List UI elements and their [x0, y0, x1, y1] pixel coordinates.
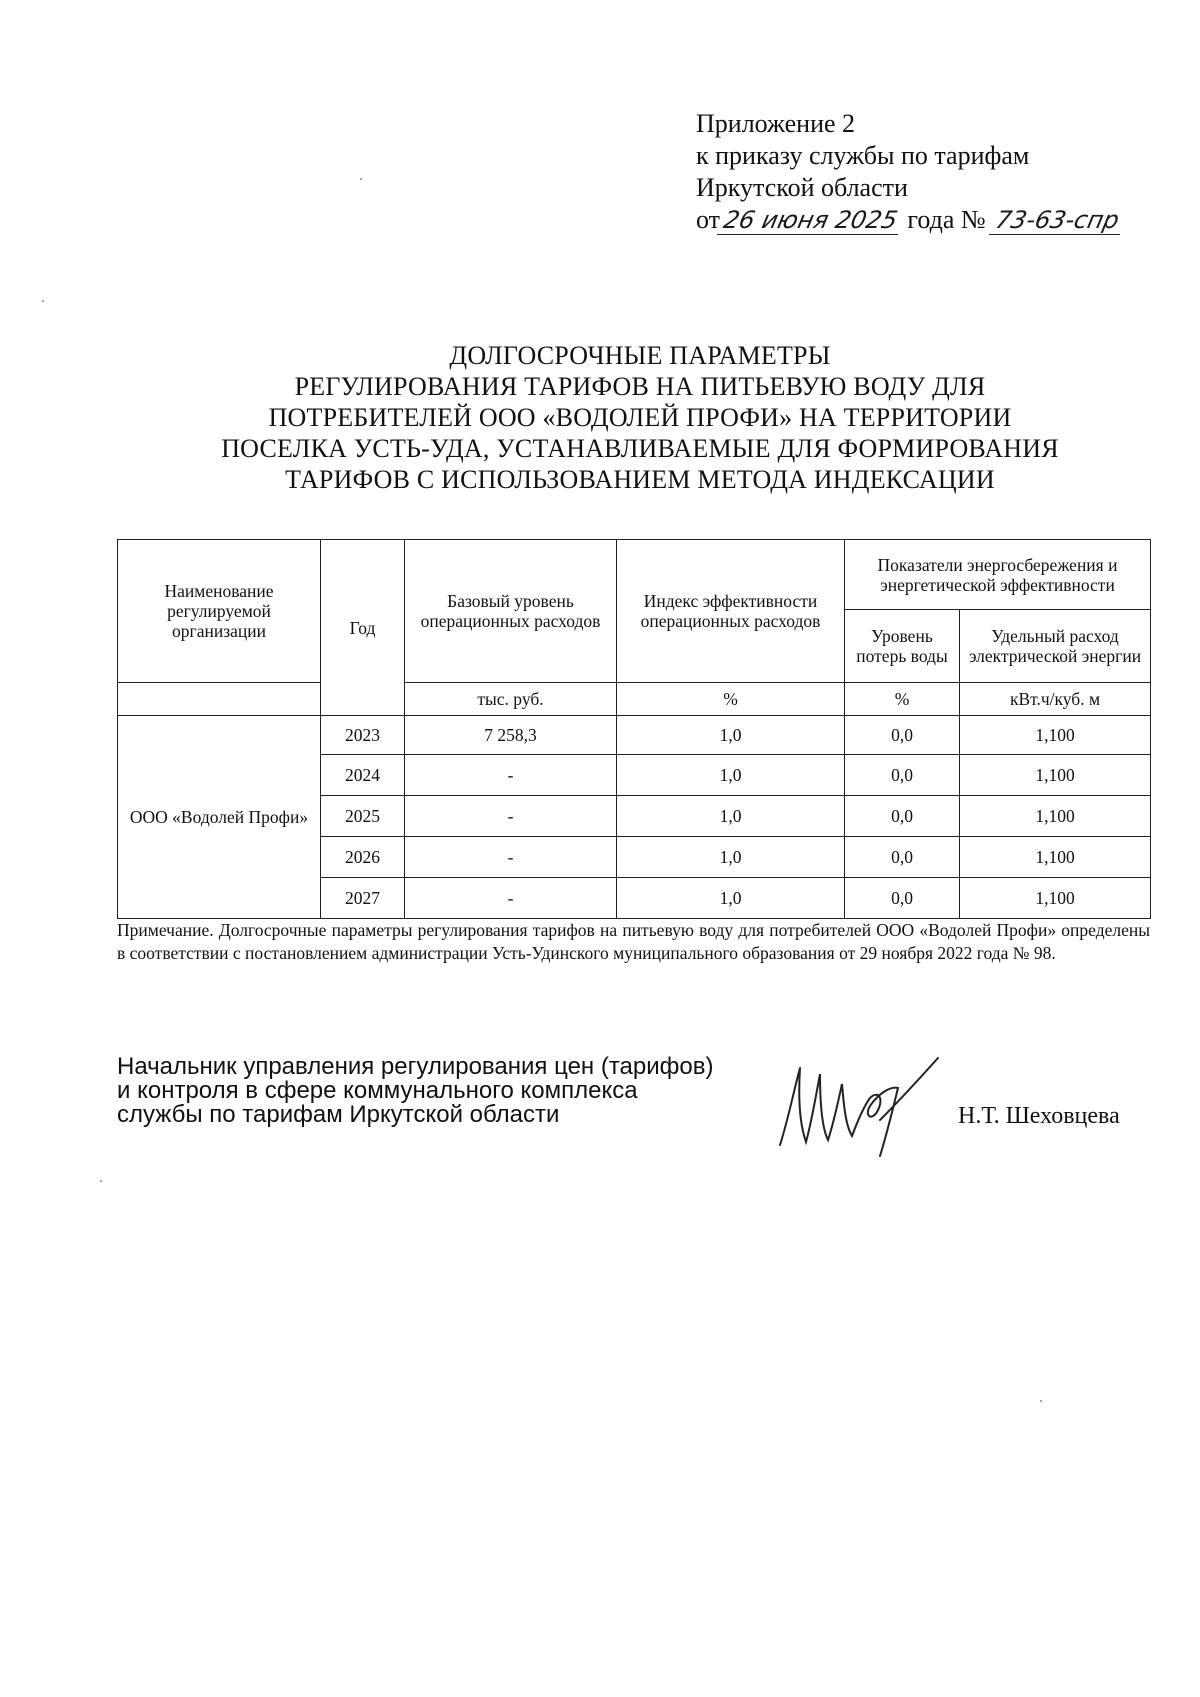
signatory-line-1: Начальник управления регулирования цен (тарифов) [117, 1053, 714, 1080]
appendix-line-2: к приказу службы по тарифам [696, 141, 1030, 170]
cell-specific: 1,100 [960, 755, 1151, 796]
unit-loss: % [845, 683, 960, 716]
cell-loss: 0,0 [845, 837, 960, 878]
units-org-blank [118, 683, 321, 716]
cell-year: 2023 [321, 716, 405, 755]
header-org: Наименование регулируемой организации [118, 540, 321, 683]
parameters-table [117, 539, 1151, 919]
cell-index: 1,0 [617, 716, 845, 755]
cell-index: 1,0 [617, 796, 845, 837]
title-line-4: ПОСЕЛКА УСТЬ-УДА, УСТАНАВЛИВАЕМЫЕ ДЛЯ ФОРМИРОВАНИЯ [221, 434, 1059, 463]
cell-specific: 1,100 [960, 837, 1151, 878]
cell-index: 1,0 [617, 878, 845, 919]
cell-year: 2026 [321, 837, 405, 878]
document-title [200, 340, 1080, 495]
appendix-line-3: Иркутской области [696, 173, 908, 202]
cell-year: 2025 [321, 796, 405, 837]
table-note: Примечание. Долгосрочные параметры регулирования тарифов на питьевую воду для потребителей ООО «Водолей Профи» определены в соответствии с постановлением администрации Усть-Удинского муниципального образования от 29 ноября 2022 года № 98. [117, 920, 1150, 963]
cell-base: - [405, 837, 617, 878]
cell-year: 2024 [321, 755, 405, 796]
handwritten-signature-icon [760, 1050, 950, 1160]
header-base: Базовый уровень операционных расходов [405, 540, 617, 683]
handwritten-date: 26 июня 2025 [717, 206, 904, 235]
cell-specific: 1,100 [960, 796, 1151, 837]
appendix-line-1: Приложение 2 [696, 109, 856, 138]
header-specific: Удельный расход электрической энергии [960, 610, 1151, 683]
header-loss: Уровень потерь воды [845, 610, 960, 683]
signatory-name: Н.Т. Шеховцева [958, 1103, 1120, 1129]
cell-base: - [405, 878, 617, 919]
title-line-3: ПОТРЕБИТЕЛЕЙ ООО «ВОДОЛЕЙ ПРОФИ» НА ТЕРРИТОРИИ [268, 403, 1012, 432]
signatory-line-3: службы по тарифам Иркутской области [117, 1101, 560, 1128]
cell-loss: 0,0 [845, 796, 960, 837]
unit-specific: кВт.ч/куб. м [960, 683, 1151, 716]
cell-year: 2027 [321, 878, 405, 919]
title-line-1: ДОЛГОСРОЧНЫЕ ПАРАМЕТРЫ [449, 341, 831, 370]
header-index: Индекс эффективности операционных расходов [617, 540, 845, 683]
cell-index: 1,0 [617, 837, 845, 878]
cell-base: - [405, 755, 617, 796]
appendix-block [696, 108, 1123, 236]
scan-speck [42, 300, 44, 302]
year-label: года № [907, 205, 986, 234]
cell-base: - [405, 796, 617, 837]
cell-base: 7 258,3 [405, 716, 617, 755]
unit-index: % [617, 683, 845, 716]
scan-speck [1040, 1400, 1042, 1402]
cell-loss: 0,0 [845, 755, 960, 796]
cell-specific: 1,100 [960, 716, 1151, 755]
cell-specific: 1,100 [960, 878, 1151, 919]
handwritten-order-number: 73-63-спр [989, 206, 1126, 235]
header-year: Год [321, 540, 405, 716]
org-name-cell: ООО «Водолей Профи» [118, 716, 321, 919]
cell-loss: 0,0 [845, 878, 960, 919]
from-prefix: от [696, 205, 721, 234]
title-line-5: ТАРИФОВ С ИСПОЛЬЗОВАНИЕМ МЕТОДА ИНДЕКСАЦИИ [285, 465, 995, 494]
signatory-line-2: и контроля в сфере коммунального комплекса [117, 1077, 638, 1104]
scan-speck [360, 178, 362, 180]
table-row [118, 716, 1151, 755]
title-line-2: РЕГУЛИРОВАНИЯ ТАРИФОВ НА ПИТЬЕВУЮ ВОДУ ДЛЯ [294, 372, 986, 401]
cell-index: 1,0 [617, 755, 845, 796]
signatory-title [117, 1055, 713, 1127]
appendix-line-4 [696, 204, 1123, 236]
header-energy-group: Показатели энергосбережения и энергетической эффективности [845, 540, 1151, 610]
scan-speck [100, 1180, 102, 1182]
cell-loss: 0,0 [845, 716, 960, 755]
unit-base: тыс. руб. [405, 683, 617, 716]
